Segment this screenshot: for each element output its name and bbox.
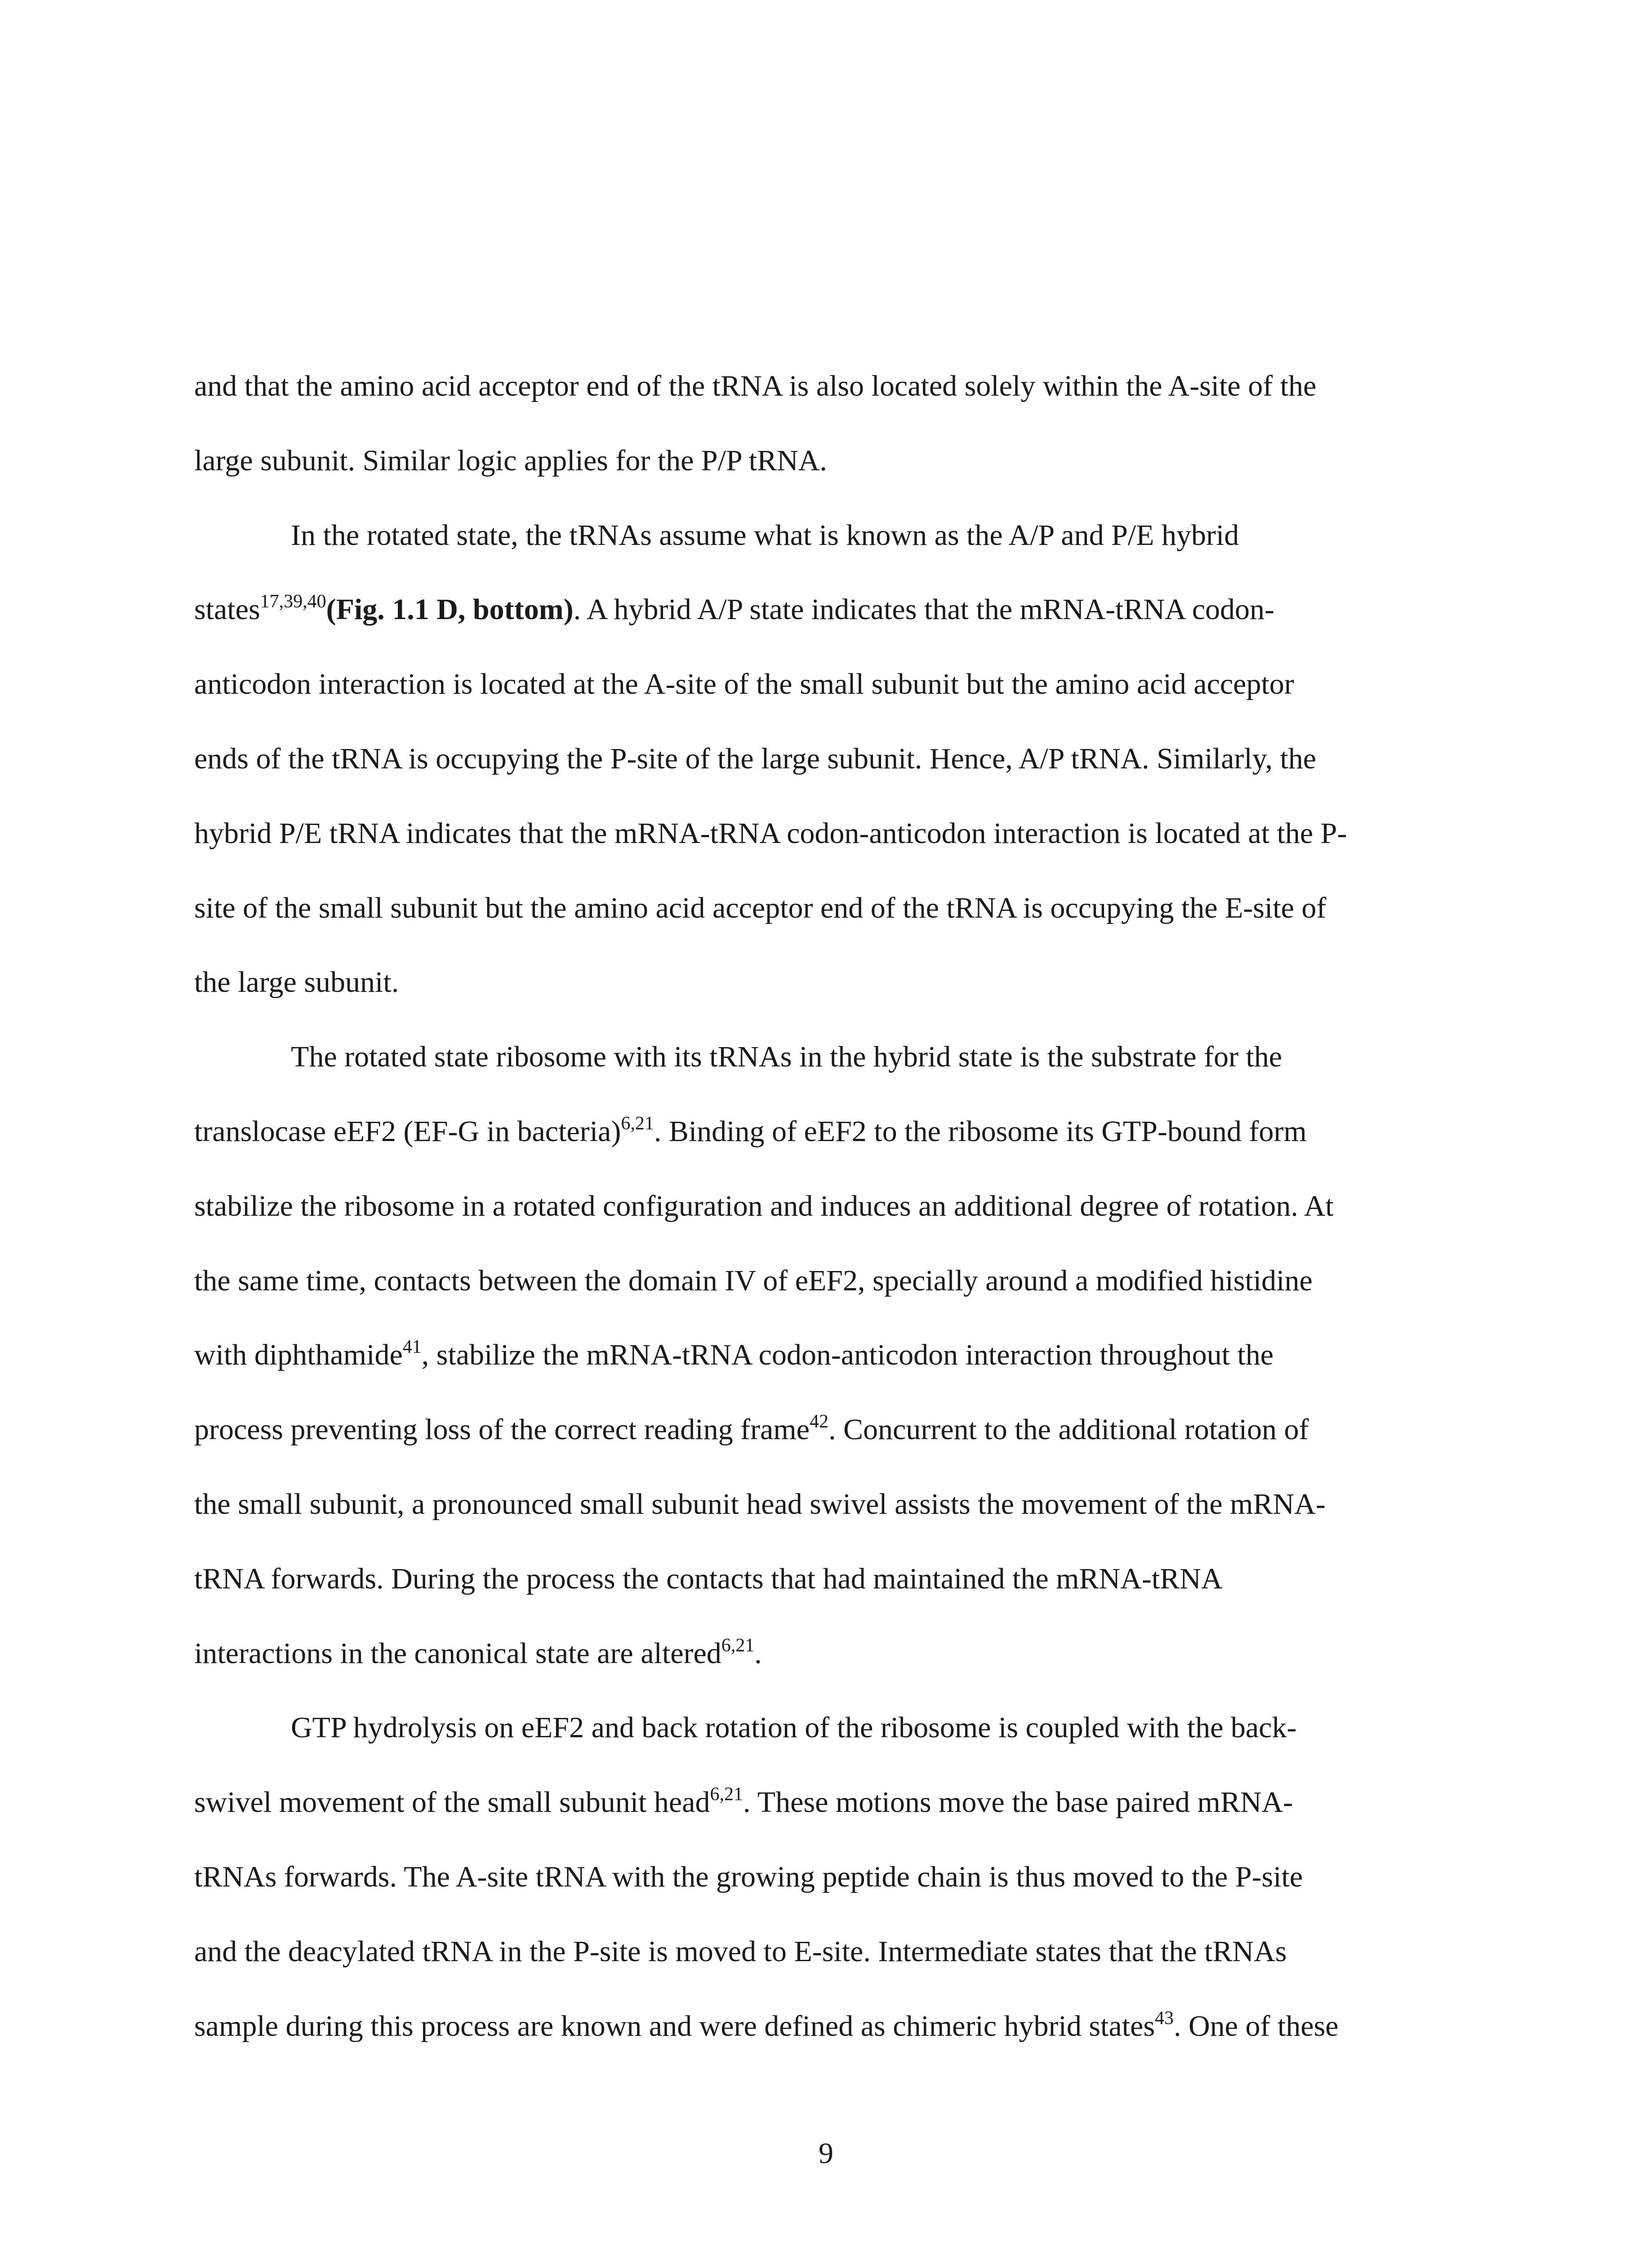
text-segment: the large subunit. — [194, 966, 399, 999]
text-segment: . A hybrid A/P state indicates that the mRNA-tRNA codon- — [573, 593, 1274, 626]
text-line — [194, 669, 1294, 699]
text-segment: large subunit. Similar logic applies for the P/P tRNA. — [194, 444, 827, 477]
citation-superscript: 6,21 — [710, 1784, 743, 1805]
text-segment: . Concurrent to the additional rotation of — [828, 1413, 1309, 1446]
text-line — [291, 1042, 1282, 1072]
text-segment: states — [194, 593, 260, 626]
text-segment: hybrid P/E tRNA indicates that the mRNA-tRNA codon-anticodon interaction is located at the P- — [194, 817, 1347, 850]
text-segment: ends of the tRNA is occupying the P-site of the large subunit. Hence, A/P tRNA. Similarly, the — [194, 742, 1317, 775]
text-line — [194, 968, 399, 997]
text-line — [194, 1337, 1274, 1371]
text-segment: . These motions move the base paired mRNA- — [743, 1786, 1293, 1819]
text-line — [194, 1564, 1223, 1594]
text-line — [194, 819, 1347, 848]
text-segment: . One of these — [1174, 2010, 1339, 2043]
citation-superscript: 43 — [1155, 2008, 1174, 2029]
text-line — [194, 1266, 1313, 1296]
text-segment: . — [754, 1637, 762, 1670]
text-segment: , stabilize the mRNA-tRNA codon-anticodon interaction throughout the — [421, 1338, 1274, 1371]
text-segment: and the deacylated tRNA in the P-site is moved to E-site. Intermediate states that the tRNAs — [194, 1935, 1287, 1968]
citation-superscript: 6,21 — [621, 1113, 654, 1134]
text-segment: In the rotated state, the tRNAs assume what is known as the A/P and P/E hybrid — [291, 519, 1239, 552]
text-line — [194, 744, 1316, 774]
text-segment: tRNA forwards. During the process the contacts that had maintained the mRNA-tRNA — [194, 1562, 1223, 1595]
text-segment: . Binding of eEF2 to the ribosome its GTP-bound form — [654, 1115, 1307, 1148]
text-line — [194, 446, 827, 476]
text-segment: GTP hydrolysis on eEF2 and back rotation of the ribosome is coupled with the back- — [291, 1711, 1297, 1744]
page-number: 9 — [819, 2137, 833, 2170]
text-line — [291, 1713, 1296, 1743]
text-segment: the small subunit, a pronounced small subunit head swivel assists the movement of the mRNA- — [194, 1488, 1326, 1521]
text-segment: process preventing loss of the correct reading frame — [194, 1413, 810, 1446]
text-line — [194, 1191, 1334, 1221]
text-segment: anticodon interaction is located at the A-site of the small subunit but the amino acid acceptor — [194, 668, 1294, 700]
text-line — [194, 1784, 1293, 1819]
text-segment: translocase eEF2 (EF-G in bacteria) — [194, 1115, 621, 1148]
text-line — [194, 893, 1326, 923]
text-segment: sample during this process are known and were defined as chimeric hybrid states — [194, 2010, 1155, 2043]
citation-superscript: 42 — [809, 1411, 828, 1432]
text-segment: swivel movement of the small subunit head — [194, 1786, 710, 1819]
text-line — [194, 2008, 1339, 2043]
text-segment: the same time, contacts between the domain IV of eEF2, specially around a modified histidine — [194, 1264, 1313, 1297]
text-segment: interactions in the canonical state are altered — [194, 1637, 721, 1670]
text-line — [194, 1113, 1307, 1148]
text-line — [291, 521, 1239, 550]
text-line — [194, 591, 1274, 626]
text-line — [194, 1411, 1309, 1446]
text-segment: with diphthamide — [194, 1338, 403, 1371]
text-segment: tRNAs forwards. The A-site tRNA with the growing peptide chain is thus moved to the P-site — [194, 1860, 1303, 1893]
text-segment: The rotated state ribosome with its tRNAs in the hybrid state is the substrate for the — [291, 1040, 1282, 1073]
text-line — [194, 1937, 1287, 1967]
text-segment: site of the small subunit but the amino acid acceptor end of the tRNA is occupying the E-site of — [194, 892, 1327, 924]
citation-superscript: 41 — [402, 1337, 422, 1357]
text-line — [194, 1490, 1326, 1519]
figure-reference: (Fig. 1.1 D, bottom) — [326, 593, 574, 626]
citation-superscript: 17,39,40 — [260, 591, 326, 612]
text-segment: stabilize the ribosome in a rotated configuration and induces an additional degree of rotation. At — [194, 1190, 1334, 1222]
citation-superscript: 6,21 — [721, 1635, 755, 1656]
text-segment: and that the amino acid acceptor end of the tRNA is also located solely within the A-site of the — [194, 370, 1317, 402]
text-line — [194, 1635, 762, 1670]
text-line — [194, 1862, 1303, 1892]
text-line — [194, 371, 1316, 401]
